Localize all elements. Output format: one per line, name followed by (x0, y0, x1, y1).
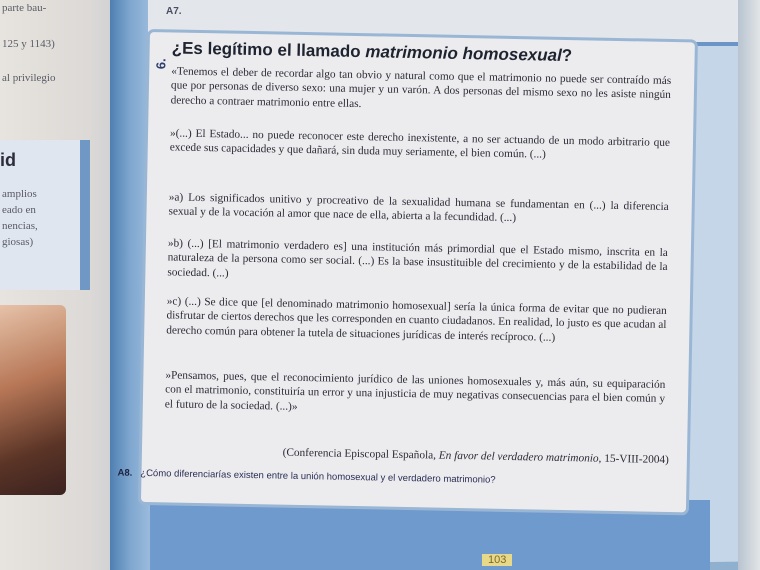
section-title (171, 38, 572, 66)
source-italic: En favor del verdadero matrimonio (438, 449, 599, 465)
activity-label: A7. (166, 6, 182, 17)
left-page (0, 0, 128, 570)
footer-question-label: A8. (117, 467, 133, 479)
quote-paragraph: »b) (...) [El matrimonio verdadero es] una institución más primordial que el Estado mismo, inscrita en la naturaleza de la persona como ser social. (...) Es la base insustituible del crecimiento y de la estabilidad de la sociedad. (...) (167, 237, 668, 280)
left-page-sidebar-line: amplios (2, 188, 37, 200)
section-number: 6. (153, 58, 169, 70)
left-page-line: al privilegio (2, 72, 56, 84)
left-page-sidebar-line: eado en (2, 204, 36, 216)
title-prefix: ¿Es legítimo el llamado (171, 38, 366, 62)
quote-paragraph: «Tenemos el deber de recordar algo tan obvio y natural como que el matrimonio no puede ser contraído más que por personas de diverso sexo: una mujer y un varón. A dos personas del mismo sexo no les asiste ningún derecho a contraer matrimonio entre ellas. (170, 65, 672, 110)
left-page-line: parte bau- (2, 2, 47, 14)
source-suffix: , 15-VIII-2004) (598, 452, 669, 467)
footer-question (117, 467, 495, 485)
title-suffix: ? (561, 45, 573, 66)
quote-paragraph: »a) Los significados unitivo y procreativo de la sexualidad humana se fundamentan en (...) la diferencia sexual y de la vocación al amor que nace de ella, abierta a la fecundidad. (...) (168, 191, 669, 225)
left-page-sidebar-line: giosas) (2, 236, 34, 248)
quote-source (283, 447, 669, 466)
left-page-line: 125 y 1143) (2, 38, 55, 50)
page-number: 103 (482, 554, 512, 566)
left-page-heading: id (0, 150, 16, 170)
left-page-photo (0, 305, 66, 495)
reading-box (117, 32, 695, 512)
right-page-edge (738, 0, 760, 570)
title-italic: matrimonio homosexual (365, 42, 562, 65)
quote-paragraph: »Pensamos, pues, que el reconocimiento jurídico de las uniones homosexuales y, más aún, su equiparación con el matrimonio, constituiría un error y una injusticia de muy negativas consecuencias para el bien común y el futuro de la sociedad. (...)» (164, 369, 666, 413)
source-prefix: (Conferencia Episcopal Española, (282, 446, 439, 462)
quote-paragraph: »c) (...) Se dice que [el denominado matrimonio homosexual] sería la única forma de evitar que no pudieran disfrutar de ciertos derechos que les corresponden en cuanto ciudadanos. En realidad, lo justo es que acudan al derecho común para obtener la tutela de situaciones jurídicas de interés recíproco. (...) (166, 295, 667, 344)
left-page-sidebar-line: nencias, (2, 220, 38, 232)
quote-paragraph: »(...) El Estado... no puede reconocer este derecho inexistente, a no ser actuando de un modo arbitrario que excede sus capacidades y que dañará, sin duda muy seriamente, el bien común. (...) (169, 127, 671, 162)
footer-question-text: ¿Cómo diferenciarías existen entre la unión homosexual y el verdadero matrimonio? (140, 467, 496, 486)
